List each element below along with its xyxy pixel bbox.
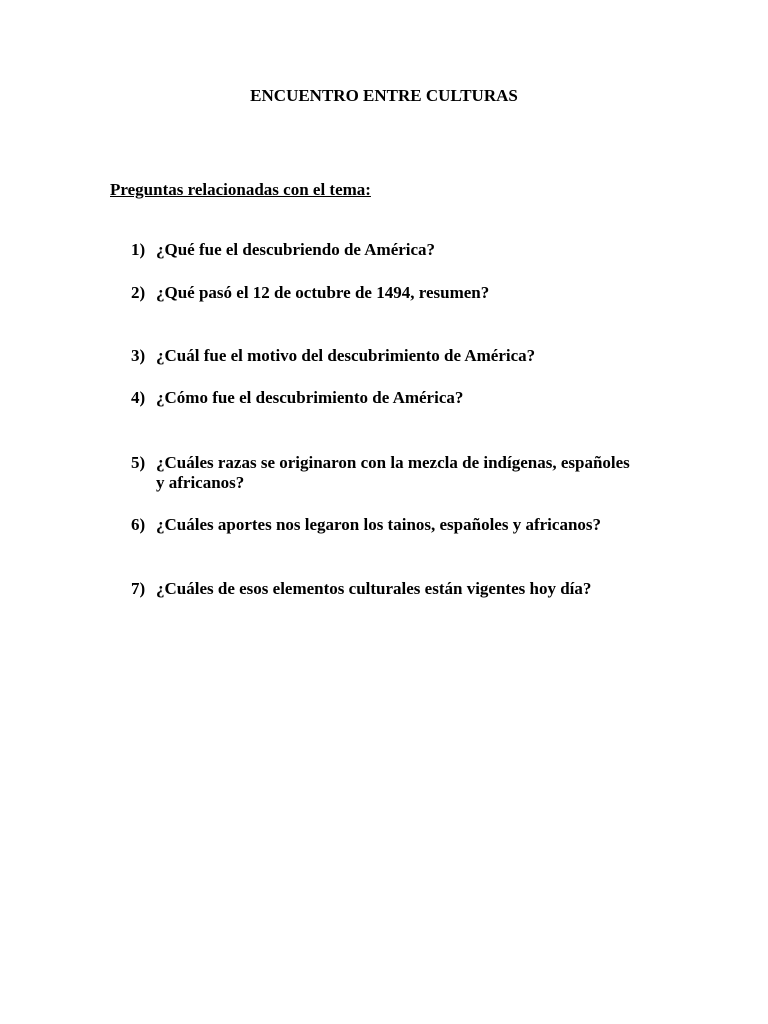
question-text: ¿Qué fue el descubriendo de América?: [156, 240, 436, 259]
question-item: [131, 453, 691, 493]
question-text: ¿Cuáles aportes nos legaron los tainos, españoles y africanos?: [156, 515, 602, 534]
question-number: 6): [131, 515, 146, 534]
document-title: ENCUENTRO ENTRE CULTURAS: [250, 86, 518, 105]
question-text: ¿Qué pasó el 12 de octubre de 1494, resumen?: [156, 283, 490, 302]
question-text: ¿Cuáles de esos elementos culturales están vigentes hoy día?: [156, 579, 592, 598]
question-item: [131, 240, 691, 260]
question-item: [131, 579, 691, 599]
section-subtitle: Preguntas relacionadas con el tema:: [110, 180, 371, 199]
question-number: 3): [131, 346, 146, 365]
question-text: ¿Cuál fue el motivo del descubrimiento de América?: [156, 346, 536, 365]
question-item: [131, 388, 691, 408]
question-number: 4): [131, 388, 146, 407]
question-text: ¿Cuáles razas se originaron con la mezcla de indígenas, españoles y africanos?: [156, 453, 630, 492]
question-number: 1): [131, 240, 146, 259]
question-item: [131, 515, 691, 535]
question-number: 5): [131, 453, 146, 472]
question-text: ¿Cómo fue el descubrimiento de América?: [156, 388, 464, 407]
question-item: [131, 283, 691, 303]
question-item: [131, 346, 691, 366]
question-number: 7): [131, 579, 146, 598]
question-number: 2): [131, 283, 146, 302]
